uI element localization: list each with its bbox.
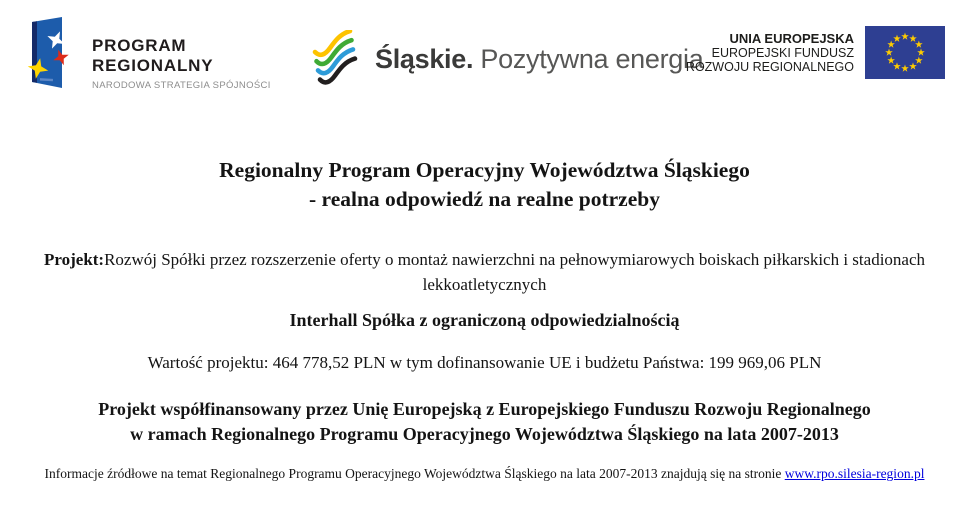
source-info — [0, 466, 969, 482]
slaskie-logo — [312, 30, 703, 88]
slaskie-brand: Śląskie. — [375, 43, 474, 74]
source-text: Informacje źródłowe na temat Regionalnego Programu Operacyjnego Województwa Śląskiego na lata 2007-2013 znajdują się na stronie — [44, 466, 785, 481]
title-line1: Regionalny Program Operacyjny Województwa Śląskiego — [219, 158, 750, 182]
eu-line2: EUROPEJSKI FUNDUSZ — [711, 45, 854, 60]
eu-line3: ROZWOJU REGIONALNEGO — [685, 59, 854, 74]
eu-flag-icon — [865, 26, 945, 79]
cofinance-line1: Projekt współfinansowany przez Unię Europejską z Europejskiego Funduszu Rozwoju Regionalnego — [98, 399, 871, 419]
program-regionalny-line2: REGIONALNY — [92, 56, 214, 75]
slaskie-tagline: Pozytywna energia — [480, 43, 704, 74]
nss-flag-icon — [26, 12, 72, 94]
page-title — [0, 156, 969, 214]
eu-line1: UNIA EUROPEJSKA — [729, 30, 854, 46]
program-regionalny-subline: NARODOWA STRATEGIA SPÓJNOŚCI — [92, 80, 271, 91]
title-line2: - realna odpowiedź na realne potrzeby — [309, 187, 660, 211]
project-description — [8, 247, 961, 297]
project-label: Projekt: — [43, 250, 105, 269]
project-text: Rozwój Spółki przez rozszerzenie oferty o montaż nawierzchni na pełnowymiarowych boiskach piłkarskich i stadionach lekkoatletycznych — [104, 250, 926, 294]
eu-logo — [686, 26, 945, 79]
slaskie-waves-icon — [312, 30, 362, 88]
cofinance-statement — [0, 397, 969, 447]
company-name: Interhall Spółka z ograniczoną odpowiedzialnością — [289, 310, 680, 330]
program-regionalny-logo — [26, 12, 271, 94]
cofinance-line2: w ramach Regionalnego Programu Operacyjnego Województwa Śląskiego na lata 2007-2013 — [130, 424, 839, 444]
rpo-website-link[interactable]: www.rpo.silesia-region.pl — [784, 466, 925, 481]
slaskie-wordmark — [375, 44, 703, 75]
program-regionalny-line1: PROGRAM — [92, 36, 187, 55]
project-value: Wartość projektu: 464 778,52 PLN w tym dofinansowanie UE i budżetu Państwa: 199 969,06 PLN — [147, 353, 822, 372]
